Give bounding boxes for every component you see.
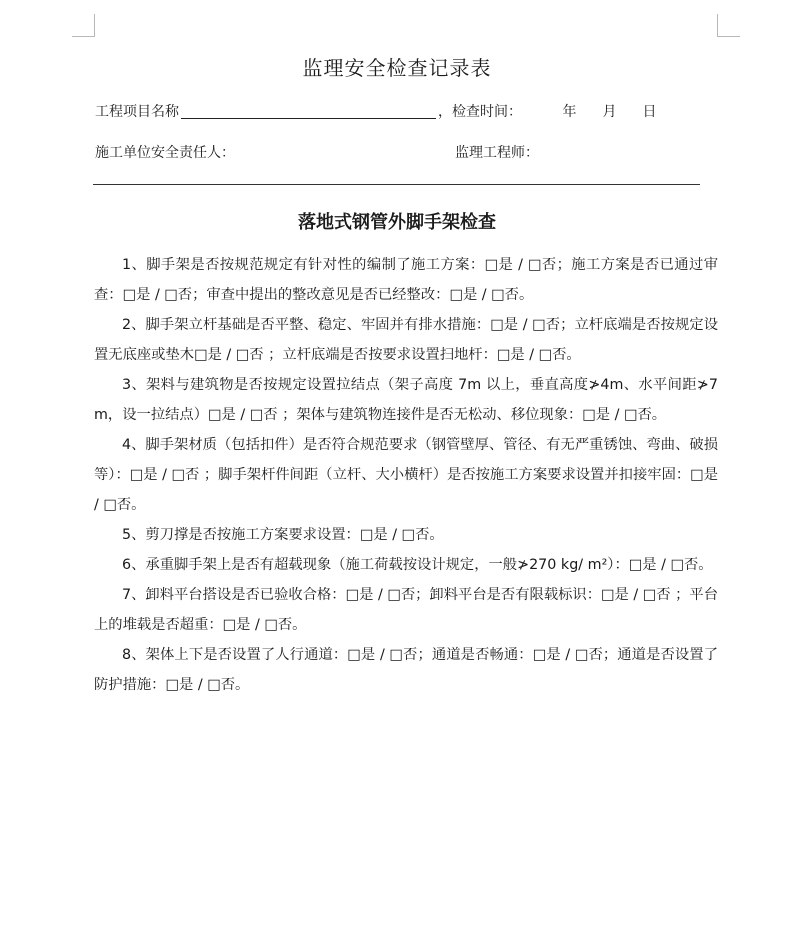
document-title: 监理安全检查记录表: [302, 56, 492, 80]
checklist-item: 7、卸料平台搭设是否已验收合格：□是 / □否；卸料平台是否有限载标识：□是 / □否 ；平台上的堆载是否超重：□是 / □否。: [94, 587, 718, 633]
page-corner-mark-top-right: [717, 14, 740, 37]
checklist-item: 6、承重脚手架上是否有超载现象（施工荷载按设计规定，一般≯270 kg/ m²）：□是 / □否。: [122, 557, 713, 573]
safety-officer-label: 施工单位安全责任人：: [95, 145, 235, 161]
project-info-line: [95, 101, 682, 121]
checklist-item: 5、剪刀撑是否按施工方案要求设置：□是 / □否。: [122, 527, 444, 543]
day-label: 日: [642, 104, 657, 120]
checklist-item: 3、架料与建筑物是否按规定设置拉结点（架子高度 7m 以上，垂直高度≯4m、水平间距≯7m，设一拉结点）□是 / □否 ；架体与建筑物连接件是否无松动、移位现象：□是 / □否。: [94, 377, 718, 423]
checklist-item: 4、脚手架材质（包括扣件）是否符合规范要求（钢管壁厚、管径、有无严重锈蚀、弯曲、破损等）：□是 / □否 ；脚手架杆件间距（立杆、大小横杆）是否按施工方案要求设置并扣接牢固：□是 / □否。: [94, 437, 718, 513]
section-title: 落地式钢管外脚手架检查: [298, 212, 496, 233]
project-name-label: 工程项目名称: [95, 104, 179, 120]
checklist-item: 1、脚手架是否按规范规定有针对性的编制了施工方案：□是 / □否；施工方案是否已通过审查：□是 / □否；审查中提出的整改意见是否已经整改：□是 / □否。: [94, 257, 718, 303]
checklist: [94, 250, 718, 700]
checklist-item: 8、架体上下是否设置了人行通道：□是 / □否；通道是否畅通：□是 / □否；通道是否设置了防护措施：□是 / □否。: [94, 647, 718, 693]
project-name-field[interactable]: [181, 102, 436, 119]
month-label: 月: [602, 104, 617, 120]
inspection-date: [562, 104, 682, 120]
checklist-item: 2、脚手架立杆基础是否平整、稳定、牢固并有排水措施：□是 / □否；立杆底端是否按规定设置无底座或垫木□是 / □否 ；立杆底端是否按要求设置扫地杆：□是 / □否。: [94, 317, 718, 363]
page-corner-mark-top-left: [72, 14, 95, 37]
year-label: 年: [562, 104, 577, 120]
inspection-time-label: ，检查时间：: [438, 104, 522, 120]
header-divider: [93, 184, 700, 185]
supervising-engineer-label: 监理工程师：: [455, 145, 539, 161]
